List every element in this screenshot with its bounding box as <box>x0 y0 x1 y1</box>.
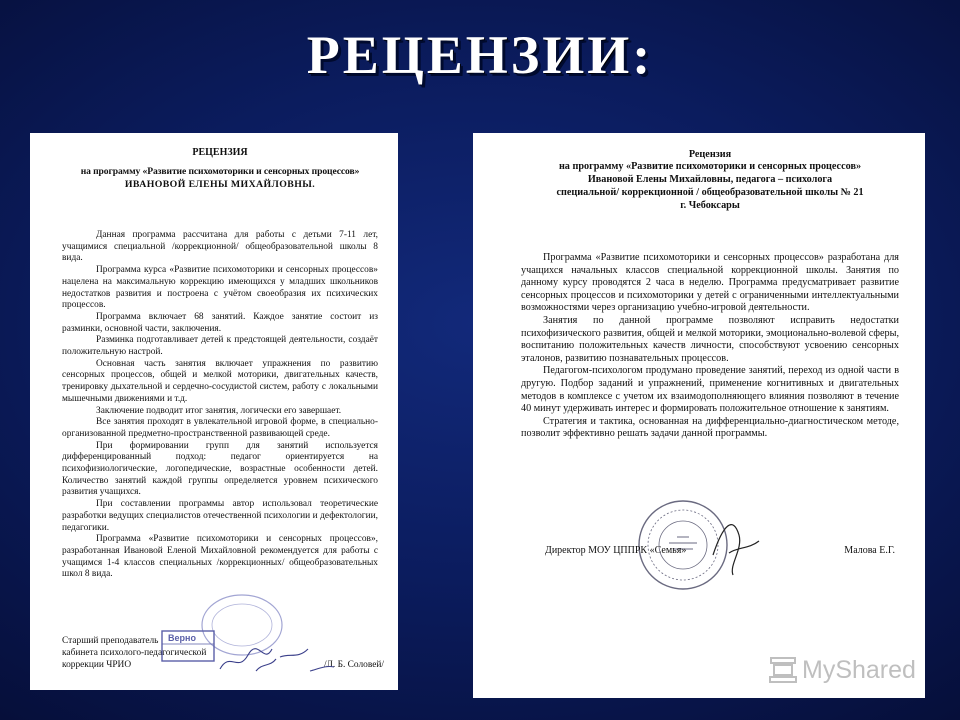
director-title: Директор МОУ ЦППРК «Семья» <box>545 545 687 556</box>
review-paragraph: Программа курса «Развитие психомоторики и сенсорных процессов» нацелена на максимальную коррекцию имеющихся у младших школьников недостатков развития и построена с учётом своеобразия их психических процессов. <box>62 265 378 311</box>
review-paragraph: Программа «Развитие психомоторики и сенсорных процессов», разработанная Ивановой Еленой Михайловной рекомендуется для работы с учащимся 1-4 классов специальных /коррекционных/ общеобразовательных школ 8 вида. <box>62 534 378 580</box>
watermark <box>768 655 916 685</box>
review-subheading: на программу «Развитие психомоторики и сенсорных процессов» <box>80 166 360 177</box>
review-document-left <box>30 133 398 690</box>
review-paragraph: Программа «Развитие психомоторики и сенсорных процессов» разработана для учащихся начальных классов специальной коррекционной школы. Занятия по данному курсу проводятся 2 часа в неделю. Программа предусматривает развитие сенсорных процессов и психомоторики у детей с ограниченными интеллектуальными возможностями через организацию учебно-игровой деятельности. <box>521 252 899 314</box>
review-head-line: специальной/ коррекционной / общеобразовательной школы № 21 <box>556 187 864 198</box>
reviewer-name: /Л. Б. Соловей/ <box>323 660 384 671</box>
podium-icon <box>768 655 798 685</box>
review-paragraph: При составлении программы автор использовал теоретические разработки ведущих специалистов отечественной психологии и дефектологии, педагогики. <box>62 499 378 533</box>
stamp-icon <box>160 591 360 681</box>
slide-title: РЕЦЕНЗИИ: <box>306 25 654 85</box>
review-paragraph: При формировании групп для занятий используется дифференцированный подход: педагог ориентируется на психофизиологические, логопедические, возрастные особенности детей. Количество занятий каждой группы определяется уровнем психического развития учащихся. <box>62 440 378 498</box>
review-document-right <box>473 133 925 698</box>
review-paragraph: Стратегия и тактика, основанная на дифференциально-диагностическом методе, позволит эффективно решать задачи данной программы. <box>521 415 899 440</box>
stamp-text: Верно <box>168 633 196 643</box>
director-name: Малова Е.Г. <box>844 545 895 556</box>
review-head-line: на программу «Развитие психомоторики и сенсорных процессов» <box>558 161 862 172</box>
review-head-line: Ивановой Елены Михайловны, педагога – психолога <box>587 174 833 185</box>
reviewer-department: кабинета психолого-педагогической <box>62 648 207 659</box>
review-paragraph: Программа включает 68 занятий. Каждое занятие состоит из разминки, основной части, заключения. <box>62 311 378 334</box>
review-head-line: г. Чебоксары <box>680 200 740 211</box>
review-paragraph: Заключение подводит итог занятия, логически его завершает. <box>96 405 342 416</box>
review-author: ИВАНОВОЙ ЕЛЕНЫ МИХАЙЛОВНЫ. <box>124 179 316 190</box>
review-paragraph: Основная часть занятия включает упражнения по развитию сенсорных процессов, общей и мелкой моторики, двигательных качеств, тренировку дыхательной и сердечно-сосудистой систем, работу с локальными мышечными движениями и т.д. <box>62 358 378 404</box>
review-paragraph: Разминка подготавливает детей к предстоящей деятельности, создаёт положительную настрой. <box>62 335 378 358</box>
reviewer-organization: коррекции ЧРИО <box>62 660 132 671</box>
review-body <box>521 252 899 441</box>
watermark-text: MyShared <box>802 655 916 684</box>
review-body <box>62 230 378 581</box>
reviewer-position: Старший преподаватель <box>62 636 159 647</box>
review-paragraph: Занятия по данной программе позволяют исправить недостатки психофизического развития, общей и мелкой моторики, эмоционально-волевой сферы, воспитанию положительных качеств личности, способствуют усвоению сенсорных эталонов, развитию познавательных процессов. <box>521 314 899 364</box>
review-paragraph: Данная программа рассчитана для работы с детьми 7-11 лет, учащимися специальной /коррекционной/ общеобразовательной школы 8 вида. <box>62 230 378 264</box>
review-heading: Рецензия <box>688 149 732 160</box>
review-paragraph: Все занятия проходят в увлекательной игровой форме, в специально-организованной предметно-пространственной развивающей среде. <box>62 417 378 439</box>
review-heading: РЕЦЕНЗИЯ <box>192 147 248 158</box>
review-paragraph: Педагогом-психологом продумано проведение занятий, переход из одной части в другую. Подбор заданий и упражнений, применение когнитивных и двигательных методов в комплексе с учетом их взаимодополняющего влияния позволяют в течение 40 минут удерживать интерес и формировать положительное отношение к занятиям. <box>521 365 899 415</box>
